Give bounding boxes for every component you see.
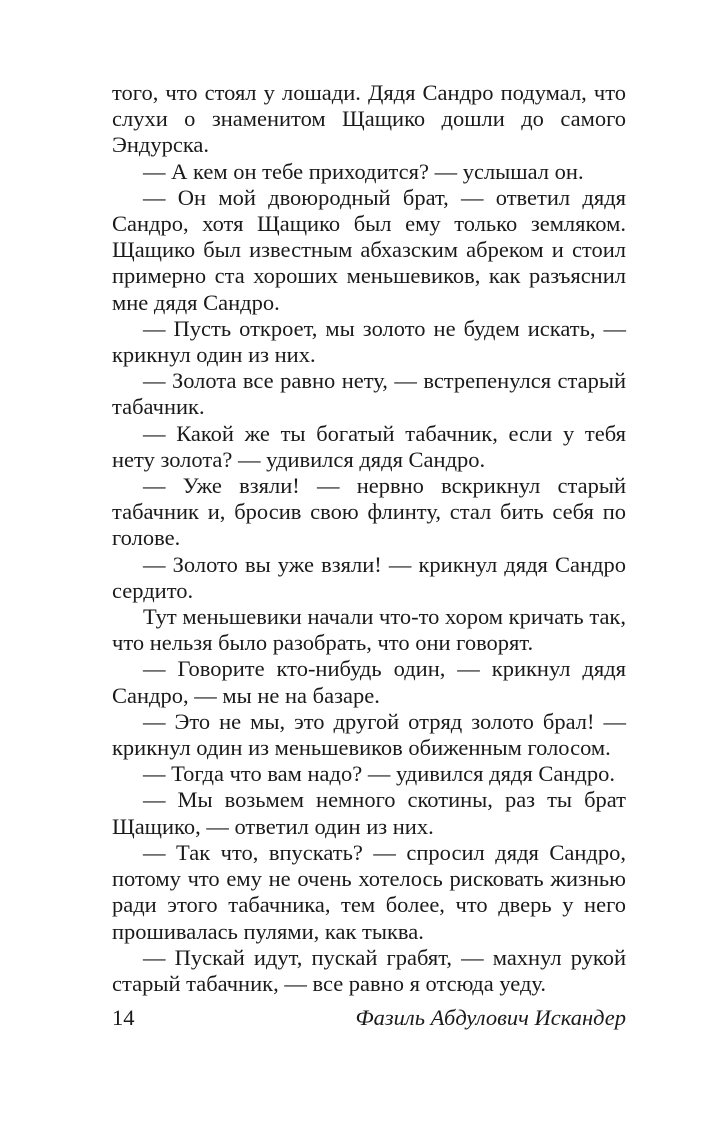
paragraph-10: — Говорите кто-нибудь один, — крикнул дядя Сандро, — мы не на базаре. <box>112 656 626 708</box>
paragraph-6: — Какой же ты богатый табачник, если у тебя нету золота? — удивился дядя Сандро. <box>112 420 626 472</box>
paragraph-14: — Так что, впускать? — спросил дядя Сандро, потому что ему не очень хотелось рисковать жизнью ради этого табачника, тем более, что дверь у него прошивалась пулями, как тыква. <box>112 839 626 944</box>
paragraph-11: — Это не мы, это другой отряд золото брал! — крикнул один из меньшевиков обиженным голосом. <box>112 708 626 761</box>
paragraph-7: — Уже взяли! — нервно вскрикнул старый табачник и, бросив свою флинту, стал бить себя по голове. <box>112 473 626 551</box>
running-footer-author: Фазиль Абдулович Искандер <box>355 1005 626 1030</box>
paragraph-3: — Он мой двоюродный брат, — ответил дядя Сандро, хотя Щащико был ему только земляком. Щащико был известным абхазским абреком и стоил примерно ста хороших меньшевиков, как разъяснил мне дядя Сандро. <box>112 184 626 315</box>
paragraph-9: Тут меньшевики начали что-то хором кричать так, что нельзя было разобрать, что они говорят. <box>112 604 626 656</box>
book-page <box>112 80 626 997</box>
paragraph-5: — Золота все равно нету, — встрепенулся старый табачник. <box>112 368 626 420</box>
paragraph-4: — Пусть откроет, мы золото не будем искать, — крикнул один из них. <box>112 315 626 368</box>
page-number: 14 <box>112 1005 135 1030</box>
paragraph-12: — Тогда что вам надо? — удивился дядя Сандро. <box>143 761 615 787</box>
page-body-text <box>112 80 626 997</box>
paragraph-13: — Мы возьмем немного скотины, раз ты брат Щащико, — ответил один из них. <box>112 787 626 839</box>
paragraph-8: — Золото вы уже взяли! — крикнул дядя Сандро сердито. <box>112 551 626 603</box>
paragraph-15: — Пускай идут, пускай грабят, — махнул рукой старый табачник, — все равно я отсюда уеду. <box>112 944 626 996</box>
paragraph-1: того, что стоял у лошади. Дядя Сандро подумал, что слухи о знаменитом Щащико дошли до самого Эндурска. <box>112 80 626 158</box>
paragraph-2: — А кем он тебе приходится? — услышал он. <box>143 158 584 184</box>
